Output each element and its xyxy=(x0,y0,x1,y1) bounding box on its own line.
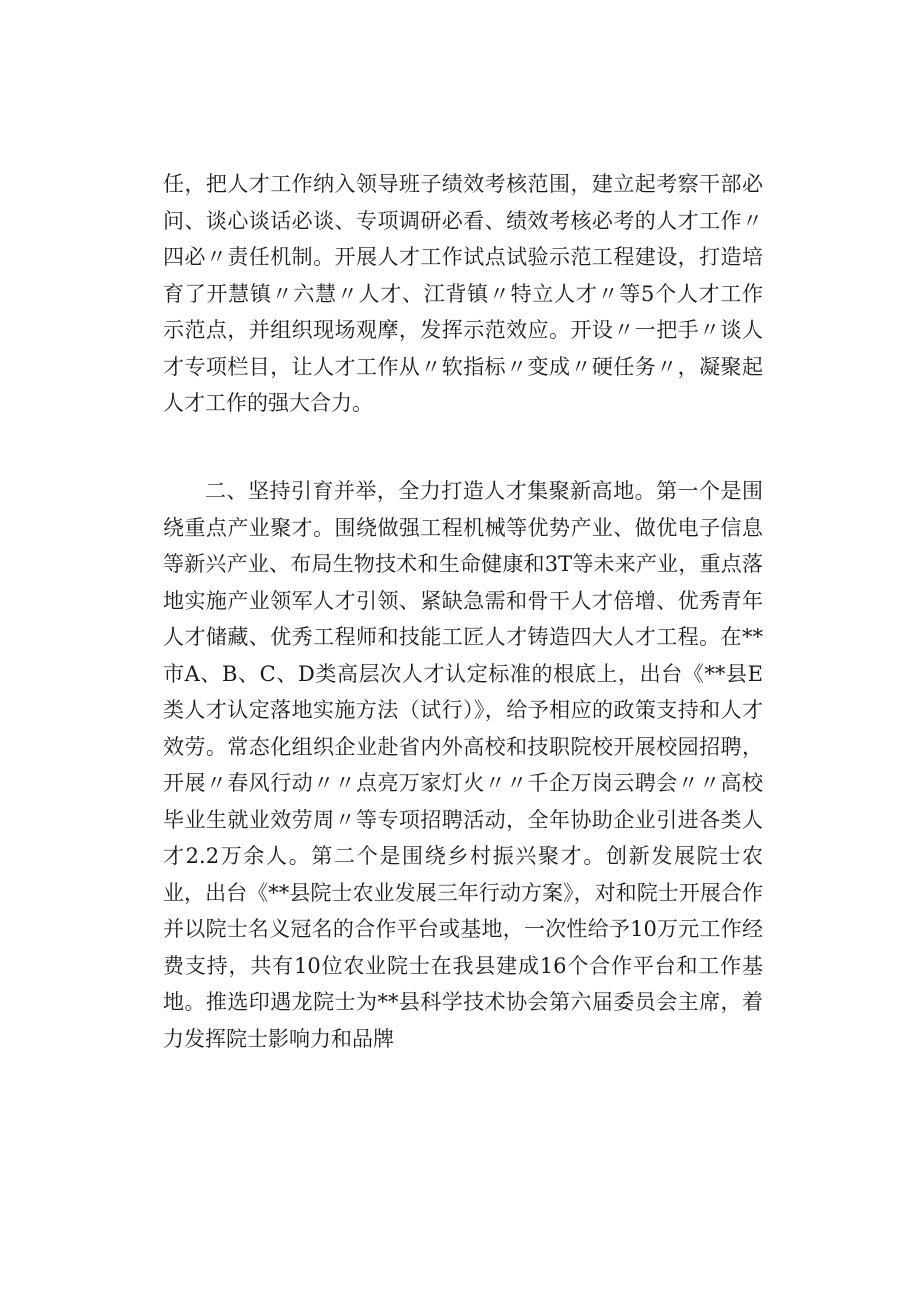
paragraph-section-two: 二、坚持引育并举，全力打造人才集聚新高地。第一个是围绕重点产业聚才。围绕做强工程机械等优势产业、做优电子信息等新兴产业、布局生物技术和生命健康和3T等未来产业，重点落地实施产业领军人才引领、紧缺急需和骨干人才倍增、优秀青年人才储藏、优秀工程师和技能工匠人才铸造四大人才工程。在**市A、B、C、D类高层次人才认定标准的根底上，出台《**县E类人才认定落地实施方法（试行）》，给予相应的政策支持和人才效劳。常态化组织企业赴省内外高校和技职院校开展校园招聘，开展〃春风行动〃〃点亮万家灯火〃〃千企万岗云聘会〃〃高校毕业生就业效劳周〃等专项招聘活动，全年协助企业引进各类人才2.2万余人。第二个是围绕乡村振兴聚才。创新发展院士农业，出台《**县院士农业发展三年行动方案》，对和院士开展合作并以院士名义冠名的合作平台或基地，一次性给予10万元工作经费支持，共有10位农业院士在我县建成16个合作平台和工作基地。推选印遇龙院士为**县科学技术协会第六届委员会主席，着力发挥院士影响力和品牌 xyxy=(163,479,763,1051)
paragraph-continuation: 任，把人才工作纳入领导班子绩效考核范围，建立起考察干部必问、谈心谈话必谈、专项调研必看、绩效考核必考的人才工作〃四必〃责任机制。开展人才工作试点试验示范工程建设，打造培育了开慧镇〃六慧〃人才、江背镇〃特立人才〃等5个人才工作示范点，并组织现场观摩，发挥示范效应。开设〃一把手〃谈人才专项栏目，让人才工作从〃软指标〃变成〃硬任务〃，凝聚起人才工作的强大合力。 xyxy=(163,172,763,415)
